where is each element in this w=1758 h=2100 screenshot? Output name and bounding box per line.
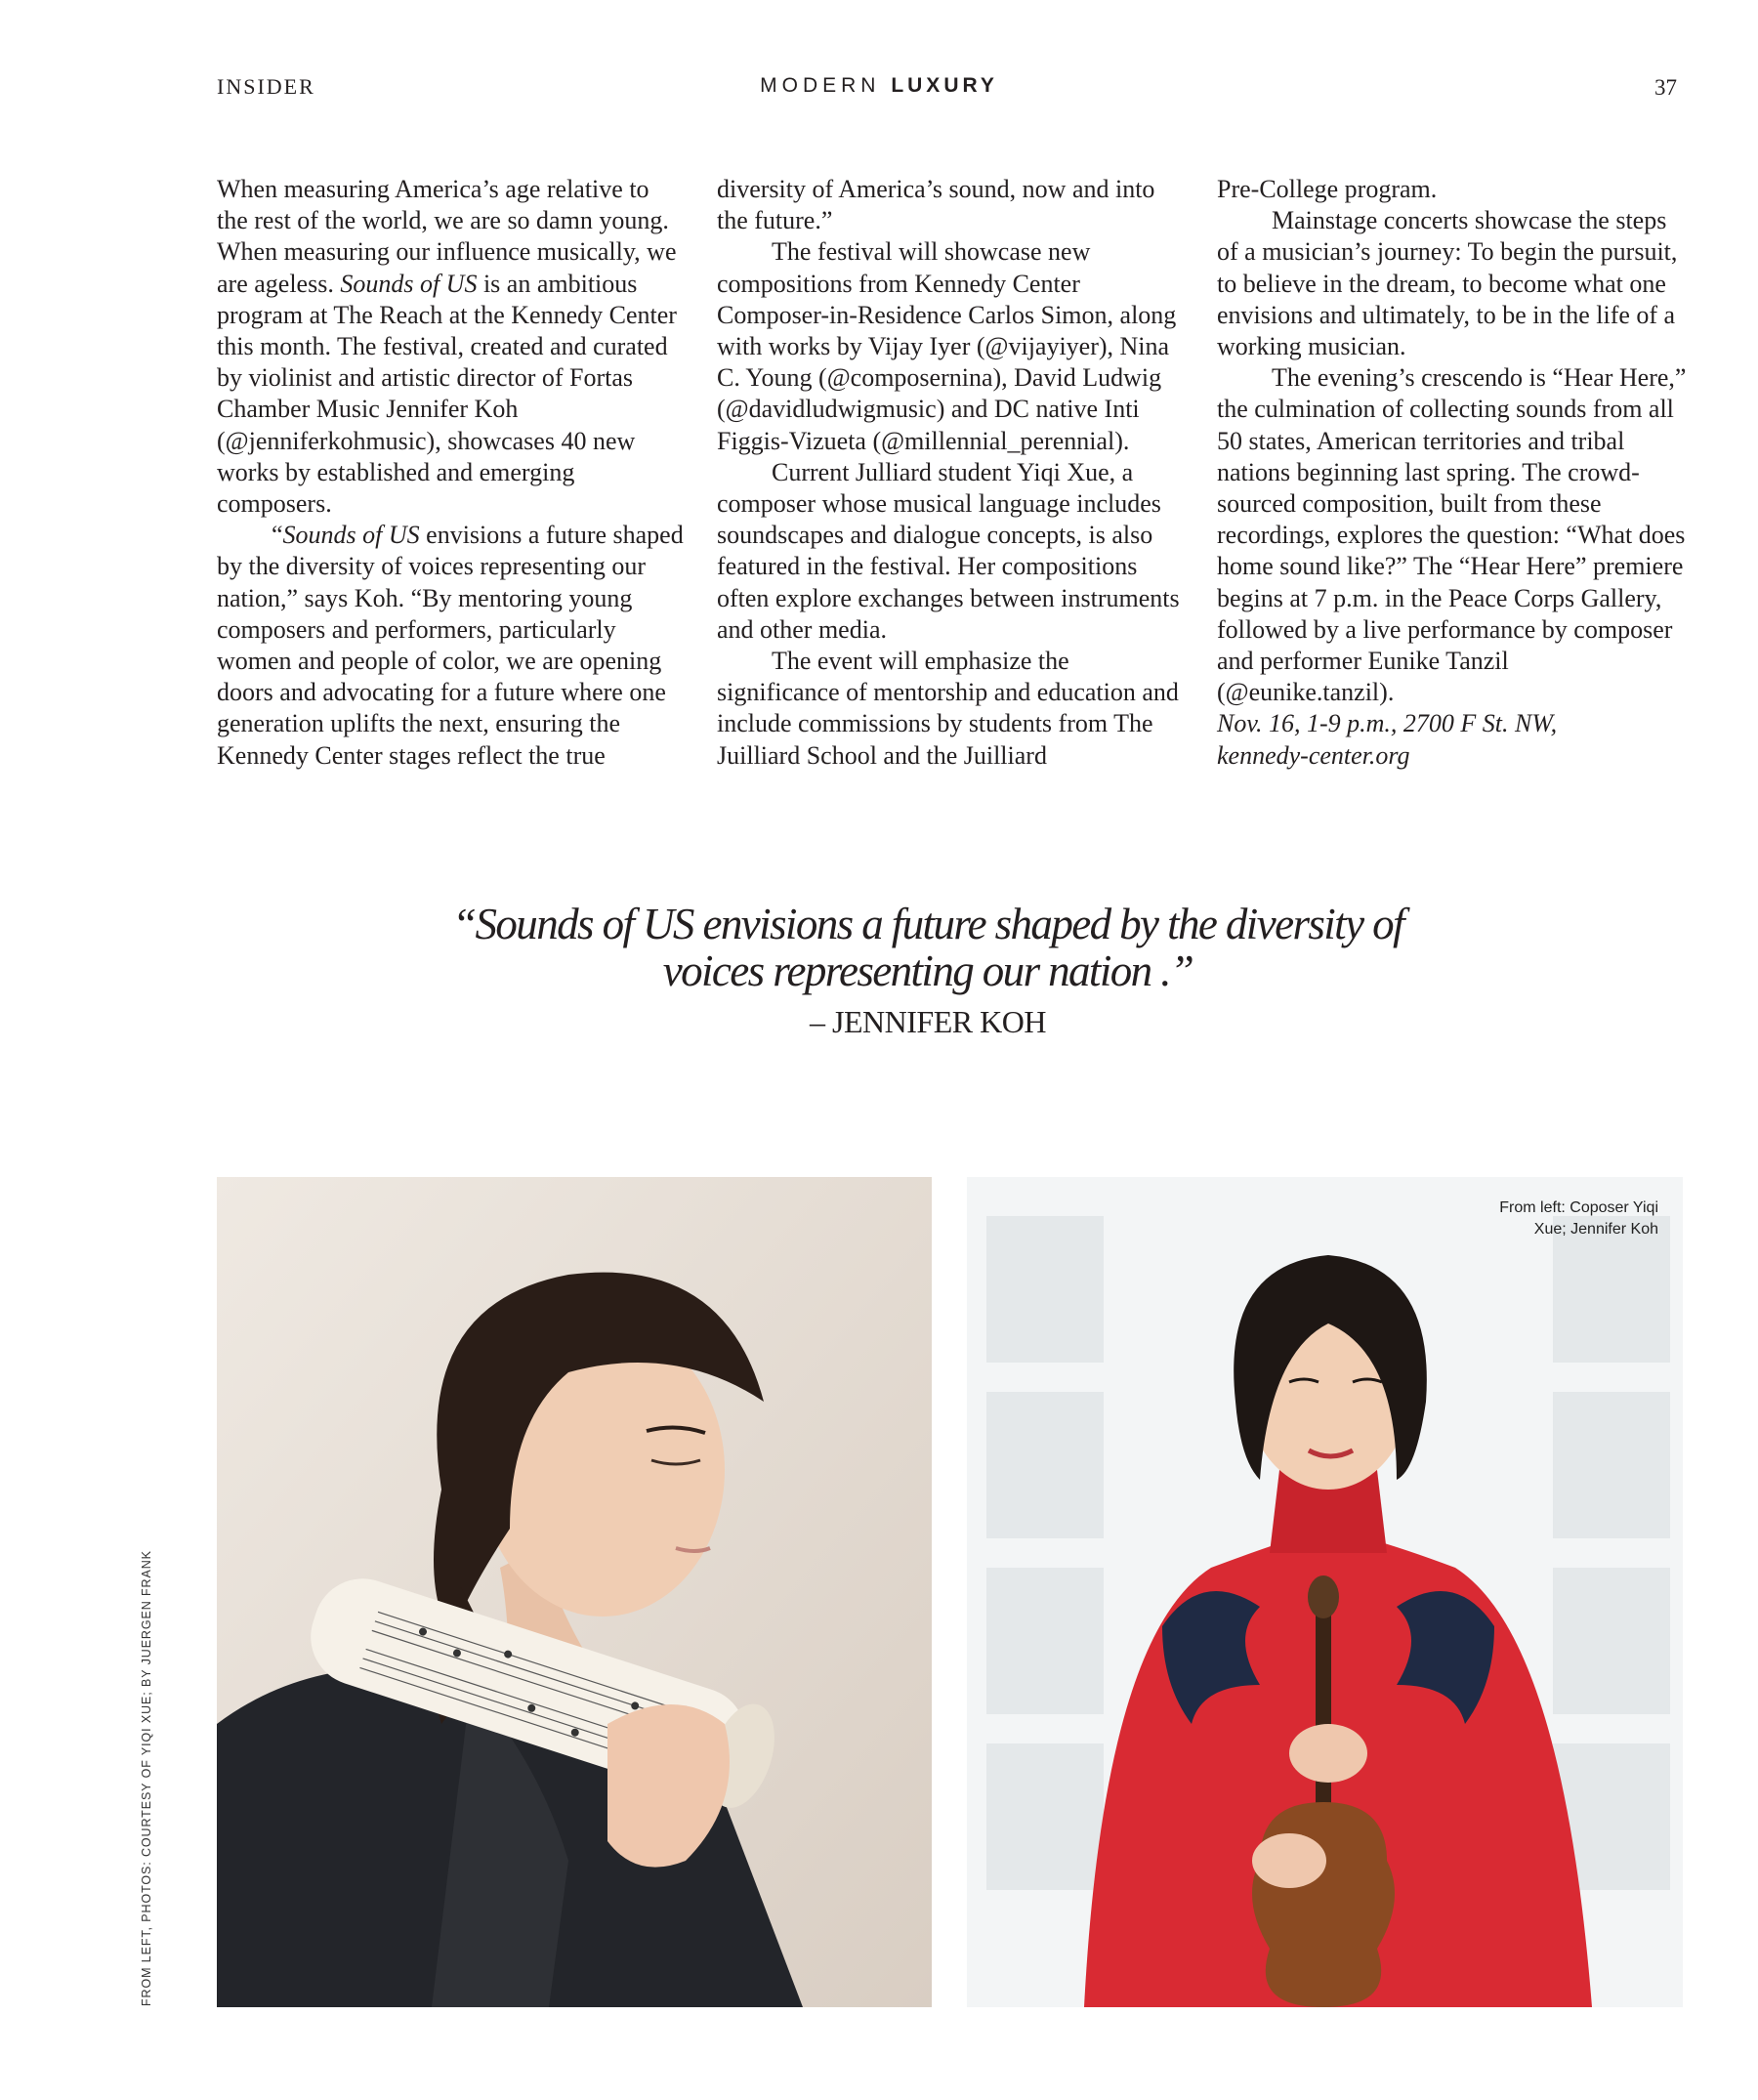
paragraph-hear-here: The evening’s crescendo is “Hear Here,” the culmination of collecting sounds from all 50 states, American territories and tribal nations beginning last spring. The crowd-sourced composition, built from these recordings, explores the question: “What does home sound like?” The “Hear Here” premiere begins at 7 p.m. in the Peace Corps Gallery, followed by a live performance by composer and performer Eunike Tanzil (@eunike.tanzil). <box>1217 363 1687 707</box>
pull-quote-line: voices representing our nation .” <box>662 946 1193 995</box>
masthead-logo <box>0 74 1758 98</box>
article-column-3 <box>1217 174 1692 772</box>
photo-caption <box>1444 1197 1658 1240</box>
paragraph-intro <box>217 174 686 520</box>
text-run: envisions a future shaped by the diversity of voices representing our nation,” says Koh. “By mentoring young composers and performers, particularly women and people of color, we are opening doors and advocating for a future where one generation uplifts the next, ensuring the Kennedy Center stages reflect the true <box>217 521 684 770</box>
photo-credit: FROM LEFT, PHOTOS: COURTESY OF YIQI XUE; BY JUERGEN FRANK <box>140 1550 153 2006</box>
event-website: kennedy-center.org <box>1217 740 1410 770</box>
caption-line: Xue; Jennifer Koh <box>1533 1221 1658 1238</box>
article-column-2 <box>717 174 1186 772</box>
paragraph-mentorship: The event will emphasize the significance of mentorship and education and include commissions by students from The Juilliard School and the Juilliard <box>717 647 1179 770</box>
paragraph-continued: diversity of America’s sound, now and into the future.” <box>717 175 1155 235</box>
masthead-modern: MODERN <box>760 74 881 97</box>
section-label: INSIDER <box>217 74 315 99</box>
paragraph-mainstage: Mainstage concerts showcase the steps of a musician’s journey: To begin the pursuit, to believe in the dream, to become what one envisions and ultimately, to be in the life of a working musician. <box>1217 206 1678 361</box>
caption-line: From left: Coposer Yiqi <box>1499 1199 1658 1216</box>
photo-yiqi-xue-illustration <box>217 1177 932 2007</box>
text-run: When measuring America’s age relative to the rest of the world, we are so damn young. When measuring our influence musically, we are ageless. <box>217 175 677 298</box>
text-run: “ <box>272 521 283 550</box>
masthead-luxury: LUXURY <box>891 74 998 97</box>
paragraph-composers: The festival will showcase new compositions from Kennedy Center Composer-in-Residence Carlos Simon, along with works by Vijay Iyer (@vijayiyer), Nina C. Young (@composernina), David Ludwig (@davidludwigmusic) and DC native Inti Figgis-Vizueta (@millennial_perennial). <box>717 237 1177 455</box>
festival-name-italic: Sounds of US <box>282 521 420 550</box>
pull-quote-line: “Sounds of US envisions a future shaped by the diversity of <box>452 900 1403 948</box>
paragraph-quote <box>217 520 686 772</box>
paragraph-yiqi-xue: Current Julliard student Yiqi Xue, a composer whose musical language includes soundscapes and dialogue concepts, is also featured in the festival. Her compositions often explore exchanges between instruments and other media. <box>717 457 1180 644</box>
text-run: is an ambitious program at The Reach at the Kennedy Center this month. The festival, created and curated by violinist and artistic director of Fortas Chamber Music Jennifer Koh (@jenniferkohmusic), showcases 40 new works by established and emerging composers. <box>217 269 677 519</box>
paragraph-continued: Pre-College program. <box>1217 175 1438 203</box>
event-info-line: Nov. 16, 1-9 p.m., 2700 F St. NW, <box>1217 709 1558 738</box>
photo-yiqi-xue <box>217 1177 932 2007</box>
photo-jennifer-koh <box>967 1177 1683 2007</box>
photo-jennifer-koh-illustration <box>967 1177 1683 2007</box>
article-column-1 <box>217 174 686 772</box>
festival-name-italic: Sounds of US <box>340 269 478 298</box>
event-info <box>1217 708 1692 771</box>
pull-quote <box>391 901 1465 994</box>
pull-quote-attribution: – JENNIFER KOH <box>810 1004 1046 1039</box>
page-number: 37 <box>1654 75 1677 100</box>
